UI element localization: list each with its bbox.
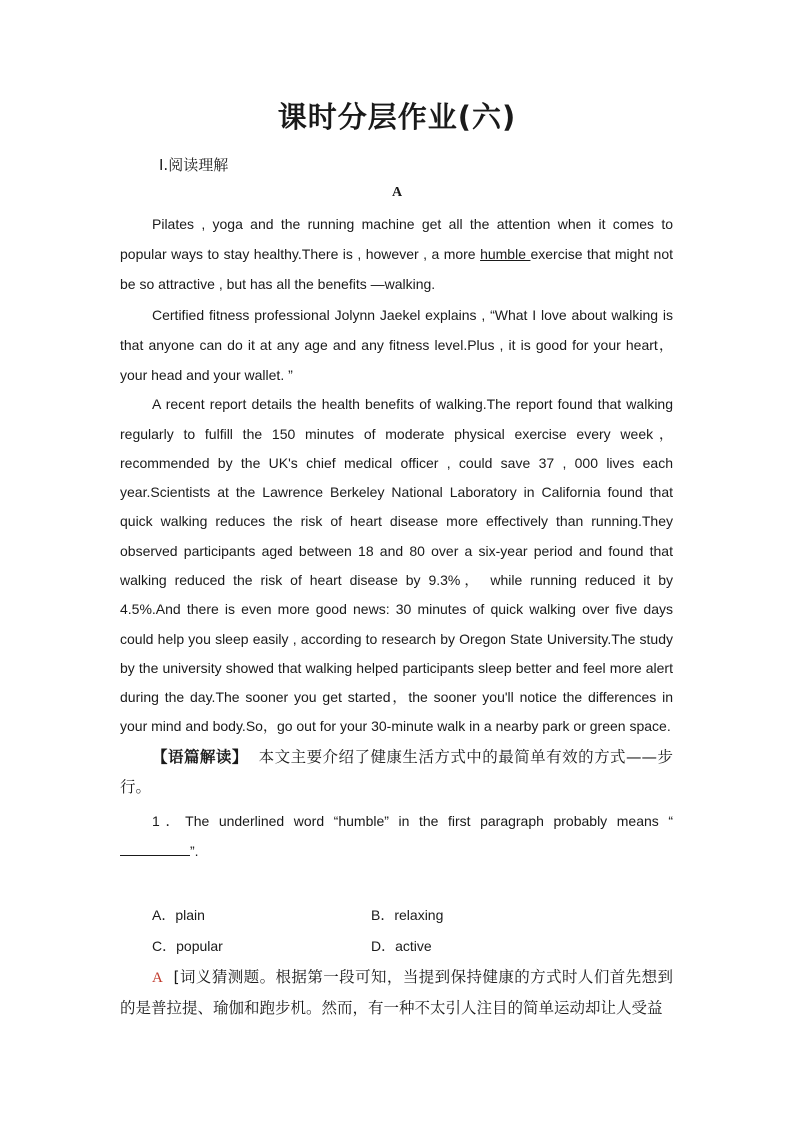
answer-blank — [120, 841, 190, 856]
option-c: C．popular — [152, 938, 223, 954]
reading-note-label: 【语篇解读】 — [152, 747, 248, 766]
passage-body — [120, 209, 673, 866]
option-d: D．active — [371, 938, 432, 954]
answer-explanation — [120, 962, 673, 1023]
section-heading: Ⅰ.阅读理解 — [159, 156, 229, 174]
reading-note-text: 本文主要介绍了健康生活方式中的最简单有效的方式——步行。 — [120, 747, 673, 796]
paragraph-1: Pilates , yoga and the running machine get all the attention when it comes to popular ways to stay healthy.There is , however , a more humble exercise that might not be so attractive , but has all the benefits —walking. — [120, 216, 674, 293]
passage-label: A — [391, 185, 403, 200]
question-1: 1．The underlined word “humble” in the first paragraph probably means “”. — [120, 806, 673, 866]
paragraph-3: A recent report details the health benefits of walking.The report found that walking regularly to fulfill the 150 minutes of moderate physical exercise every week，recommended by the UK's chief medical officer , could save 37 , 000 lives each year.Scientists at the Lawrence Berkeley National Laboratory in California found that quick walking reduces the risk of heart disease more effectively than running.They observed participants aged between 18 and 80 over a six-year period and found that walking reduced the risk of heart disease by 9.3%， while running reduced it by 4.5%.And there is even more good news: 30 minutes of quick walking over five days could help you sleep easily , according to research by Oregon State University.The study by the university showed that walking helped participants sleep better and feel more alert during the day.The sooner you get started，the sooner you'll notice the differences in your mind and body.So，go out for your 30-minute walk in a nearby park or green space. — [120, 396, 673, 735]
reading-note — [120, 742, 673, 802]
option-a: A．plain — [152, 907, 205, 923]
explanation-text: [词义猜测题。根据第一段可知，当提到保持健康的方式时人们首先想到的是普拉提、瑜伽和跑步机。然而，有一种不太引人注目的简单运动却让人受益 — [120, 968, 673, 1017]
page-title: 课时分层作业(六) — [277, 100, 517, 134]
answer-letter: A — [152, 970, 163, 986]
option-b: B．relaxing — [371, 907, 444, 923]
paragraph-2: Certified fitness professional Jolynn Jaekel explains , “What I love about walking is that anyone can do it at any age and any fitness level.Plus , it is good for your heart，your head and your wallet. ” — [120, 306, 673, 384]
underlined-word: humble — [480, 246, 531, 263]
